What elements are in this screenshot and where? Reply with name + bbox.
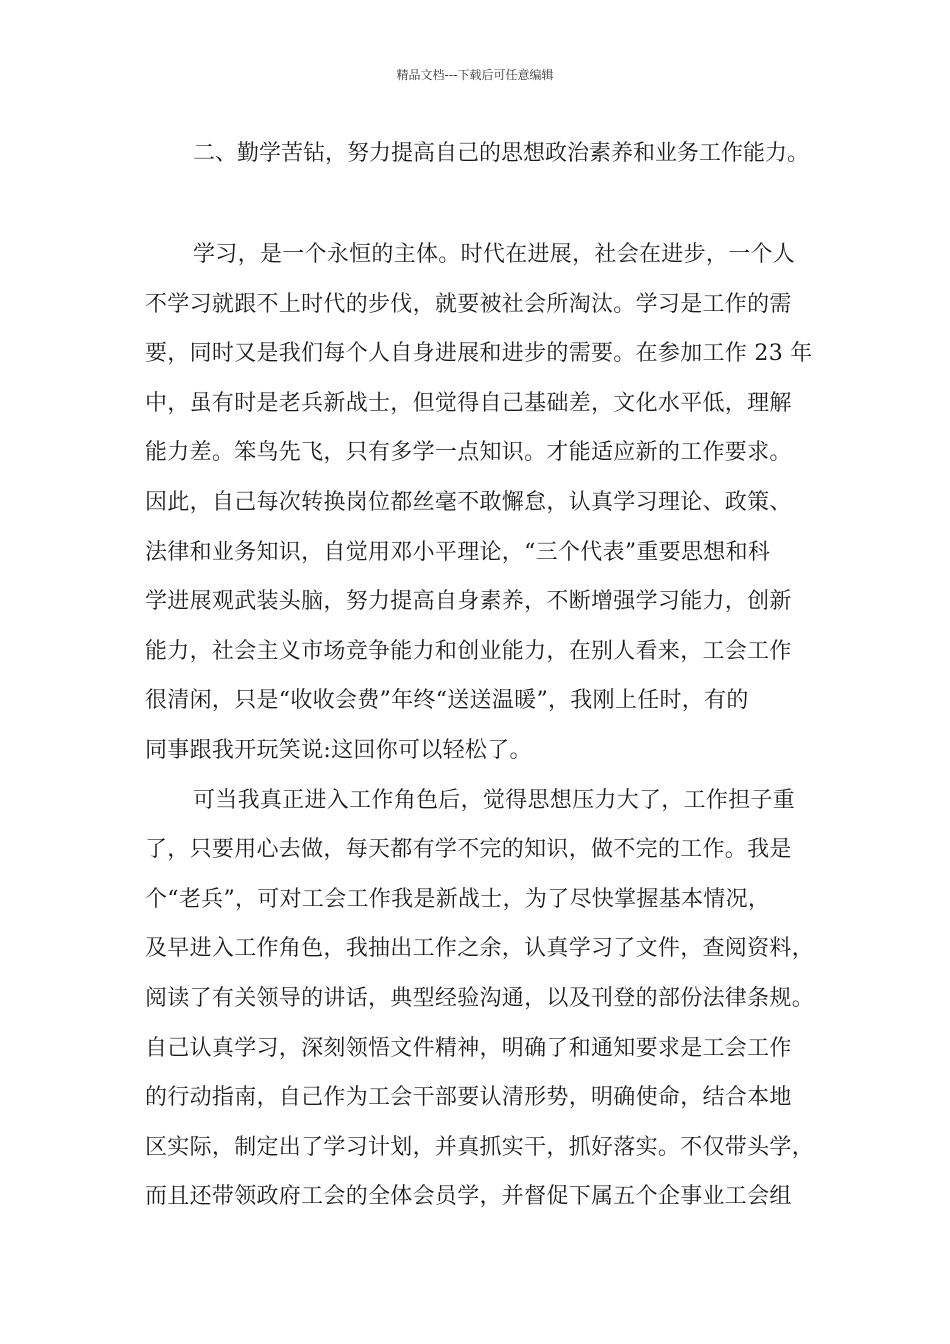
paragraph-line: 很清闲，只是“收收会费”年终“送送温暖”，我刚上任时，有的 [145,688,749,714]
paragraph-line: 学习，是一个永恒的主体。时代在进展，社会在进步，一个人 [193,242,796,267]
paragraph-line: 因此，自己每次转换岗位都丝毫不敢懈怠，认真学习理论、政策、 [145,489,792,515]
paragraph-line: 能力差。笨鸟先飞，只有多学一点知识。才能适应新的工作要求。 [145,440,792,466]
paragraph-line: 了，只要用心去做，每天都有学不完的知识，做不完的工作。我是 [145,837,792,863]
paragraph-line: 中，虽有时是老兵新战士，但觉得自己基础差，文化水平低，理解 [145,390,792,416]
paragraph-line: 能力，社会主义市场竞争能力和创业能力，在别人看来，工会工作 [145,638,792,664]
paragraph-line: 自己认真学习，深刻领悟文件精神，明确了和通知要求是工会工作 [145,1035,792,1061]
paragraph-line: 区实际，制定出了学习计划，并真抓实干，抓好落实。不仅带头学， [145,1134,815,1160]
paragraph-line: 而且还带领政府工会的全体会员学，并督促下属五个企事业工会组 [145,1184,792,1210]
paragraph-line: 的行动指南，自己作为工会干部要认清形势，明确使命，结合本地 [145,1085,792,1111]
paragraph-line: 可当我真正进入工作角色后，觉得思想压力大了，工作担子重 [193,787,796,813]
paragraph-line: 及早进入工作角色，我抽出工作之余，认真学习了文件，查阅资料， [145,936,815,962]
paragraph-line: 不学习就跟不上时代的步伐，就要被社会所淘汰。学习是工作的需 [145,291,792,317]
paragraph-line: 法律和业务知识，自觉用邓小平理论，“三个代表”重要思想和科 [145,539,771,565]
paragraph-line: 个“老兵”，可对工会工作我是新战士，为了尽快掌握基本情况， [145,886,771,912]
paragraph-line: 同事跟我开玩笑说:这回你可以轻松了。 [145,737,532,763]
paragraph-line: 要，同时又是我们每个人自身进展和进步的需要。在参加工作 23 年 [145,341,813,367]
section-heading: 二、勤学苦钻，努力提高自己的思想政治素养和业务工作能力。 [193,141,810,166]
page-header: 精品文档---下载后可任意编辑 [396,68,554,82]
paragraph-line: 学进展观武装头脑，努力提高自身素养，不断增强学习能力，创新 [145,589,792,615]
body-text [145,230,815,1222]
paragraph-line: 阅读了有关领导的讲话，典型经验沟通，以及刊登的部份法律条规。 [145,985,815,1011]
